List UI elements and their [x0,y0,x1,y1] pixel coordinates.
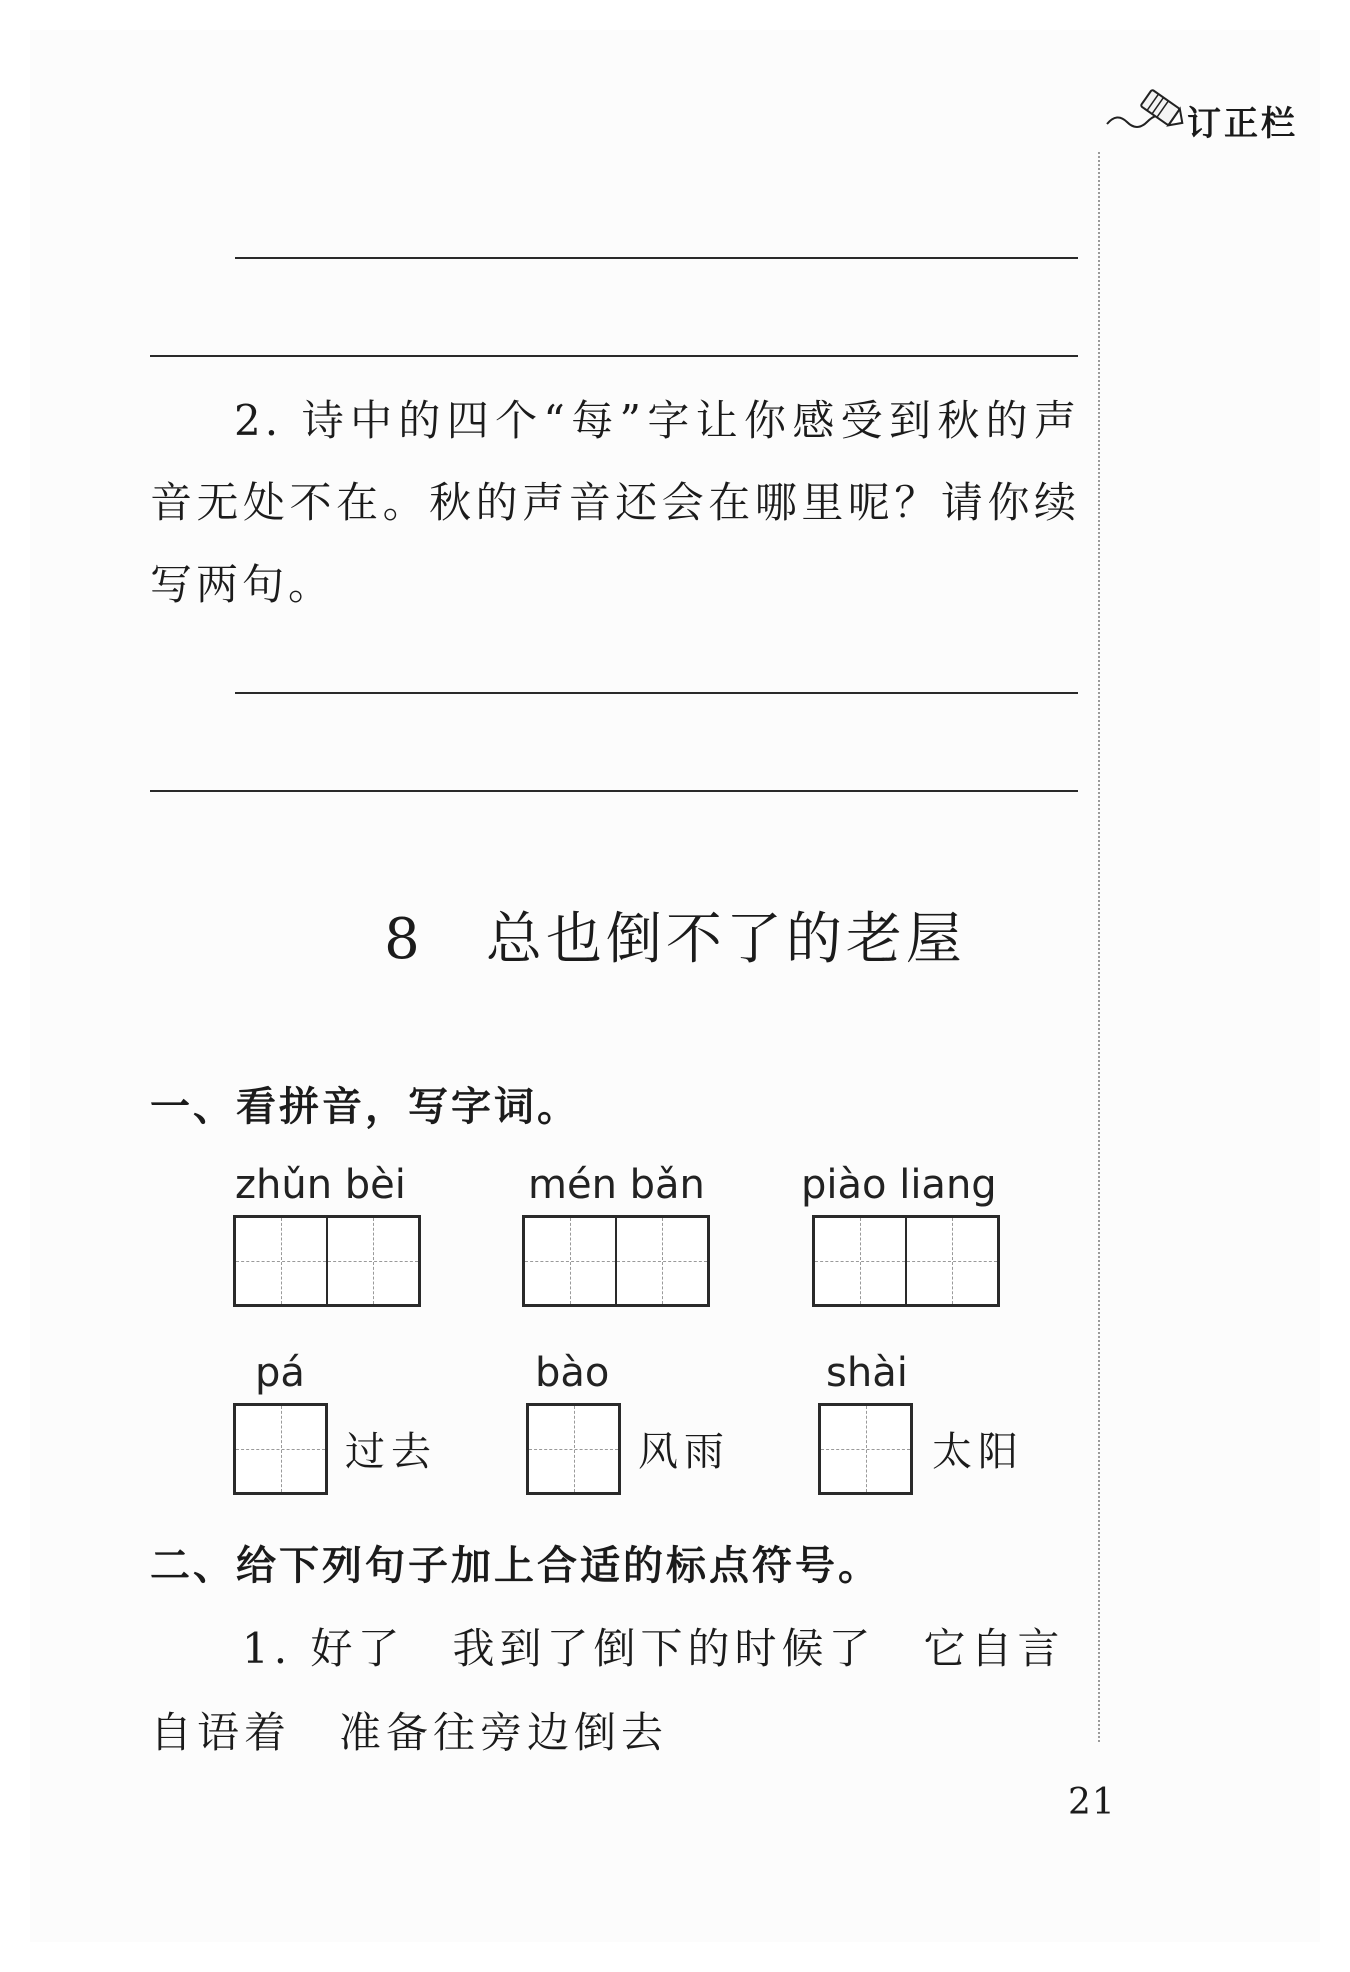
pencil-icon [1133,82,1189,134]
answer-line [150,355,1078,357]
writing-grid[interactable] [526,1403,621,1495]
grid-cell[interactable] [529,1406,618,1492]
pinyin-label: piào liang [801,1162,997,1208]
grid-cell[interactable] [905,1218,997,1304]
section-2-heading: 二、给下列句子加上合适的标点符号。 [150,1543,881,1589]
pinyin-label: shài [826,1350,908,1396]
answer-line [150,790,1078,792]
lesson-number: 8 [384,907,424,972]
grid-cell[interactable] [236,1218,326,1304]
lesson-name: 总也倒不了的老屋 [485,907,966,972]
phrase-suffix: 太阳 [932,1429,1024,1475]
phrase-suffix: 风雨 [638,1429,730,1475]
grid-cell[interactable] [236,1406,325,1492]
sentence-part: 好了 [310,1624,405,1673]
sentence-number: 1. [242,1624,293,1673]
writing-grid[interactable] [522,1215,710,1307]
grid-cell[interactable] [815,1218,905,1304]
sentence-part: 我到了倒下的时候了 [452,1624,876,1673]
correction-column-header [1105,82,1320,142]
phrase-suffix: 过去 [345,1429,437,1475]
grid-cell[interactable] [326,1218,418,1304]
sentence-1 [150,1607,1080,1775]
answer-line [235,692,1078,694]
pinyin-label: bào [535,1350,610,1396]
sentence-part: 准备往旁边倒去 [339,1708,669,1757]
grid-cell[interactable] [821,1406,910,1492]
writing-grid[interactable] [818,1403,913,1495]
grid-cell[interactable] [615,1218,707,1304]
page-number: 21 [1068,1782,1116,1823]
writing-grid[interactable] [812,1215,1000,1307]
grid-cell[interactable] [525,1218,615,1304]
answer-line [235,257,1078,259]
section-1-heading: 一、看拼音，写字词。 [150,1084,580,1130]
pinyin-label: pá [255,1350,305,1396]
sentence-part: 它自言自语着 [150,1624,1065,1757]
question-2-text: 2. 诗中的四个“每”字让你感受到秋的声音无处不在。秋的声音还会在哪里呢？请你续写两句。 [150,396,1080,609]
writing-grid[interactable] [233,1215,421,1307]
lesson-title [0,895,1350,975]
correction-column-title: 订正栏 [1187,104,1298,144]
pinyin-label: zhǔn bèi [235,1162,406,1208]
writing-grid[interactable] [233,1403,328,1495]
pinyin-label: mén bǎn [528,1162,705,1208]
